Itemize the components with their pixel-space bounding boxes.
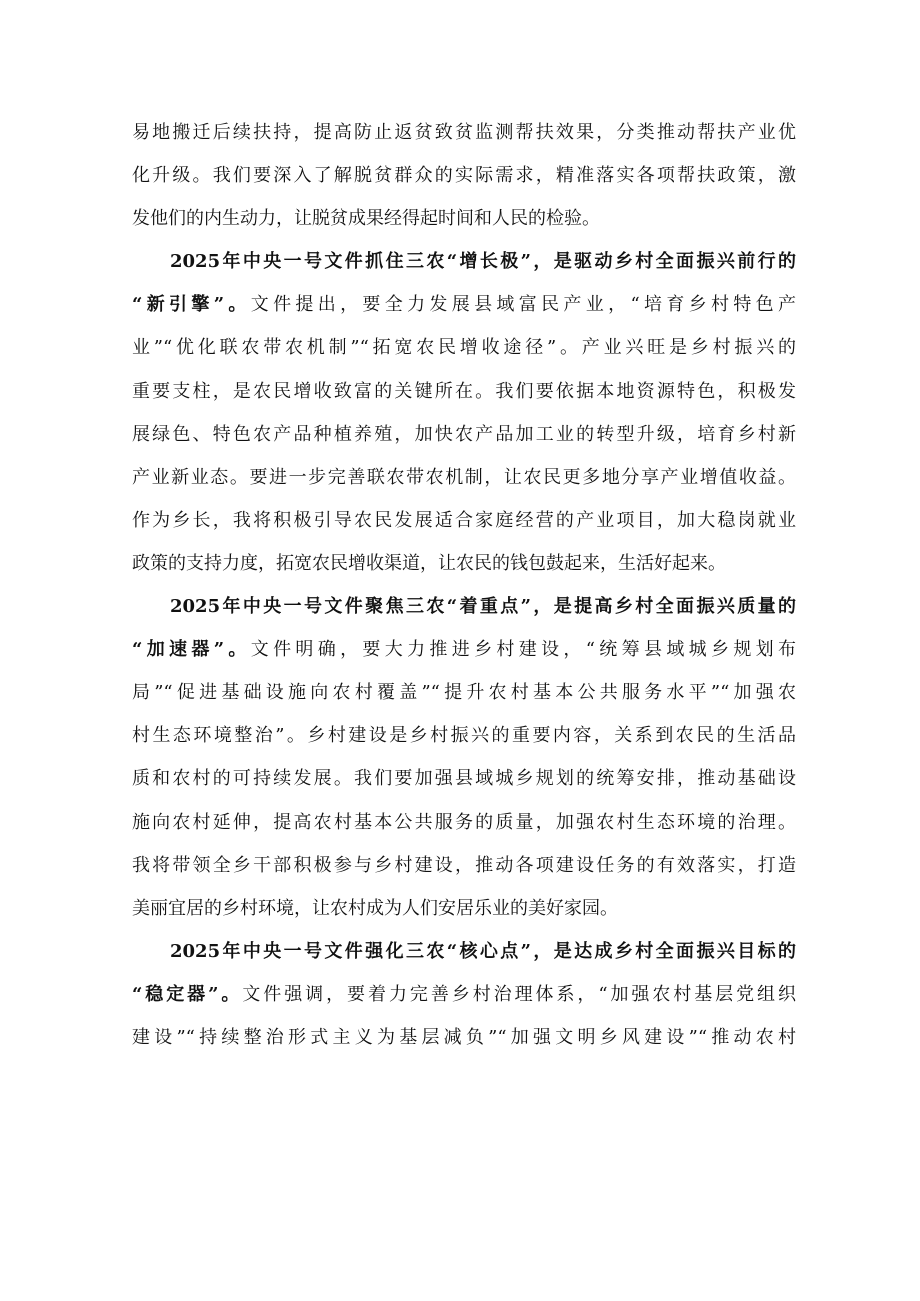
text-line: 村生态环境整治”。乡村建设是乡村振兴的重要内容，关系到农民的生活品 [132, 725, 796, 747]
text-line: 建设”“持续整治形式主义为基层减负”“加强文明乡风建设”“推动农村 [132, 1026, 796, 1048]
text-line: 政策的支持力度，拓宽农民增收渠道，让农民的钱包鼓起来，生活好起来。 [132, 552, 726, 574]
text-line: 产业新业态。要进一步完善联农带农机制，让农民更多地分享产业增值收益。 [132, 466, 796, 488]
heading-line: 2025年中央一号文件聚焦三农“着重点”，是提高乡村全面振兴质量的 [170, 596, 796, 618]
text-line: 我将带领全乡干部积极参与乡村建设，推动各项建设任务的有效落实，打造 [132, 854, 796, 876]
text-line: “新引擎”。文件提出，要全力发展县域富民产业，“培育乡村特色产 [132, 294, 796, 316]
text-line: 业”“优化联农带农机制”“拓宽农民增收途径”。产业兴旺是乡村振兴的 [132, 337, 796, 359]
text-line: “加速器”。文件明确，要大力推进乡村建设，“统筹县域城乡规划布 [132, 639, 796, 661]
text-line: 施向农村延伸，提高农村基本公共服务的质量，加强农村生态环境的治理。 [132, 811, 796, 833]
text-line: 展绿色、特色农产品种植养殖，加快农产品加工业的转型升级，培育乡村新 [132, 423, 796, 445]
document-page [132, 111, 796, 1059]
heading-line: 2025年中央一号文件抓住三农“增长极”，是驱动乡村全面振兴前行的 [170, 251, 796, 273]
text-line: 易地搬迁后续扶持，提高防止返贫致贫监测帮扶效果，分类推动帮扶产业优 [132, 122, 796, 143]
paragraph-4 [132, 930, 796, 1059]
paragraph-2 [132, 240, 796, 585]
text-line: 美丽宜居的乡村环境，让农村成为人们安居乐业的美好家园。 [132, 897, 618, 919]
text-line: 化升级。我们要深入了解脱贫群众的实际需求，精准落实各项帮扶政策，激 [132, 165, 796, 187]
text-line: 质和农村的可持续发展。我们要加强县域城乡规划的统筹安排，推动基础设 [132, 768, 796, 790]
text-line: 发他们的内生动力，让脱贫成果经得起时间和人民的检验。 [132, 208, 600, 230]
paragraph-3 [132, 585, 796, 930]
paragraph-1 [132, 111, 796, 240]
text-line: 重要支柱，是农民增收致富的关键所在。我们要依据本地资源特色，积极发 [132, 380, 796, 402]
text-line: 局”“促进基础设施向农村覆盖”“提升农村基本公共服务水平”“加强农 [132, 682, 796, 704]
text-line: “稳定器”。文件强调，要着力完善乡村治理体系，“加强农村基层党组织 [132, 983, 796, 1005]
heading-line: 2025年中央一号文件强化三农“核心点”，是达成乡村全面振兴目标的 [170, 940, 796, 962]
text-line: 作为乡长，我将积极引导农民发展适合家庭经营的产业项目，加大稳岗就业 [132, 509, 796, 531]
